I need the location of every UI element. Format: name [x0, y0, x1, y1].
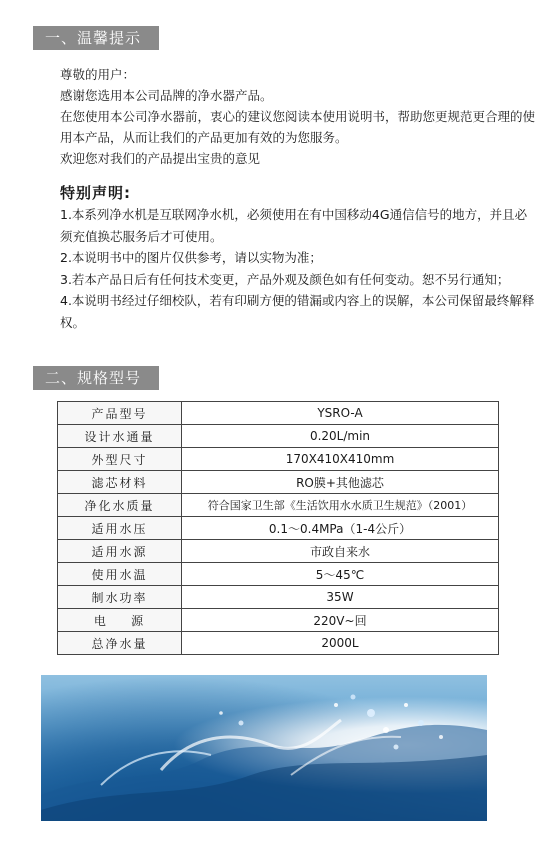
notice-item: 3.若本产品日后有任何技术变更，产品外观及颜色如有任何变动。恕不另行通知；: [60, 271, 510, 287]
spec-value: 0.20L/min: [182, 425, 499, 448]
table-row: [58, 540, 499, 563]
intro-text: [60, 64, 535, 169]
notice-title: 特别声明:: [60, 184, 131, 202]
table-row: [58, 632, 499, 655]
welcome-line: 欢迎您对我们的产品提出宝贵的意见: [60, 151, 261, 166]
spec-key: 设计水通量: [58, 425, 182, 448]
spec-key: 制水功率: [58, 586, 182, 609]
spec-key: 使用水温: [58, 563, 182, 586]
spec-value: 220V~回: [182, 609, 499, 632]
table-row: [58, 448, 499, 471]
thanks-line: 感谢您选用本公司品牌的净水器产品。: [60, 88, 273, 103]
spec-key: 产品型号: [58, 402, 182, 425]
spec-value: 0.1～0.4MPa（1-4公斤）: [182, 517, 499, 540]
notice-item: 2.本说明书中的图片仅供参考，请以实物为准；: [60, 250, 322, 265]
spec-value: YSRO-A: [182, 402, 499, 425]
notice-item: 1.本系列净水机是互联网净水机，必须使用在有中国移动4G通信信号的地方，并且必须充值换芯服务后才可使用。: [60, 207, 528, 244]
section-header-specs: [33, 366, 159, 390]
spec-key: 总净水量: [58, 632, 182, 655]
spec-key: 滤芯材料: [58, 471, 182, 494]
greeting: 尊敬的用户：: [60, 67, 136, 82]
water-splash-image: [41, 675, 487, 821]
section-title: 一、温馨提示: [45, 29, 142, 47]
table-row: [58, 471, 499, 494]
section-title: 二、规格型号: [45, 369, 142, 387]
table-row: [58, 402, 499, 425]
spec-value: 170X410X410mm: [182, 448, 499, 471]
spec-value: 市政自来水: [182, 540, 499, 563]
water-splash-graphic: [41, 675, 487, 821]
spec-key: 外型尺寸: [58, 448, 182, 471]
spec-table: [57, 401, 499, 655]
table-row: [58, 517, 499, 540]
table-row: [58, 425, 499, 448]
spec-key: 电 源: [58, 609, 182, 632]
spec-value: 5～45℃: [182, 563, 499, 586]
table-row: [58, 563, 499, 586]
table-row: [58, 609, 499, 632]
table-row: [58, 494, 499, 517]
table-row: [58, 586, 499, 609]
notice-list: [60, 204, 538, 333]
spec-value: RO膜+其他滤芯: [182, 471, 499, 494]
notice-item: 4.本说明书经过仔细校队，若有印刷方便的错漏或内容上的误解，本公司保留最终解释权。: [60, 293, 535, 330]
spec-key: 适用水压: [58, 517, 182, 540]
spec-value: 符合国家卫生部《生活饮用水水质卫生规范》（2001）: [182, 494, 499, 517]
section-header-tips: [33, 26, 159, 50]
spec-value: 35W: [182, 586, 499, 609]
spec-key: 净化水质量: [58, 494, 182, 517]
advice-paragraph: 在您使用本公司净水器前，衷心的建议您阅读本使用说明书，帮助您更规范更合理的使用本产品，从而让我们的产品更加有效的为您服务。: [60, 109, 536, 145]
spec-key: 适用水源: [58, 540, 182, 563]
spec-value: 2000L: [182, 632, 499, 655]
